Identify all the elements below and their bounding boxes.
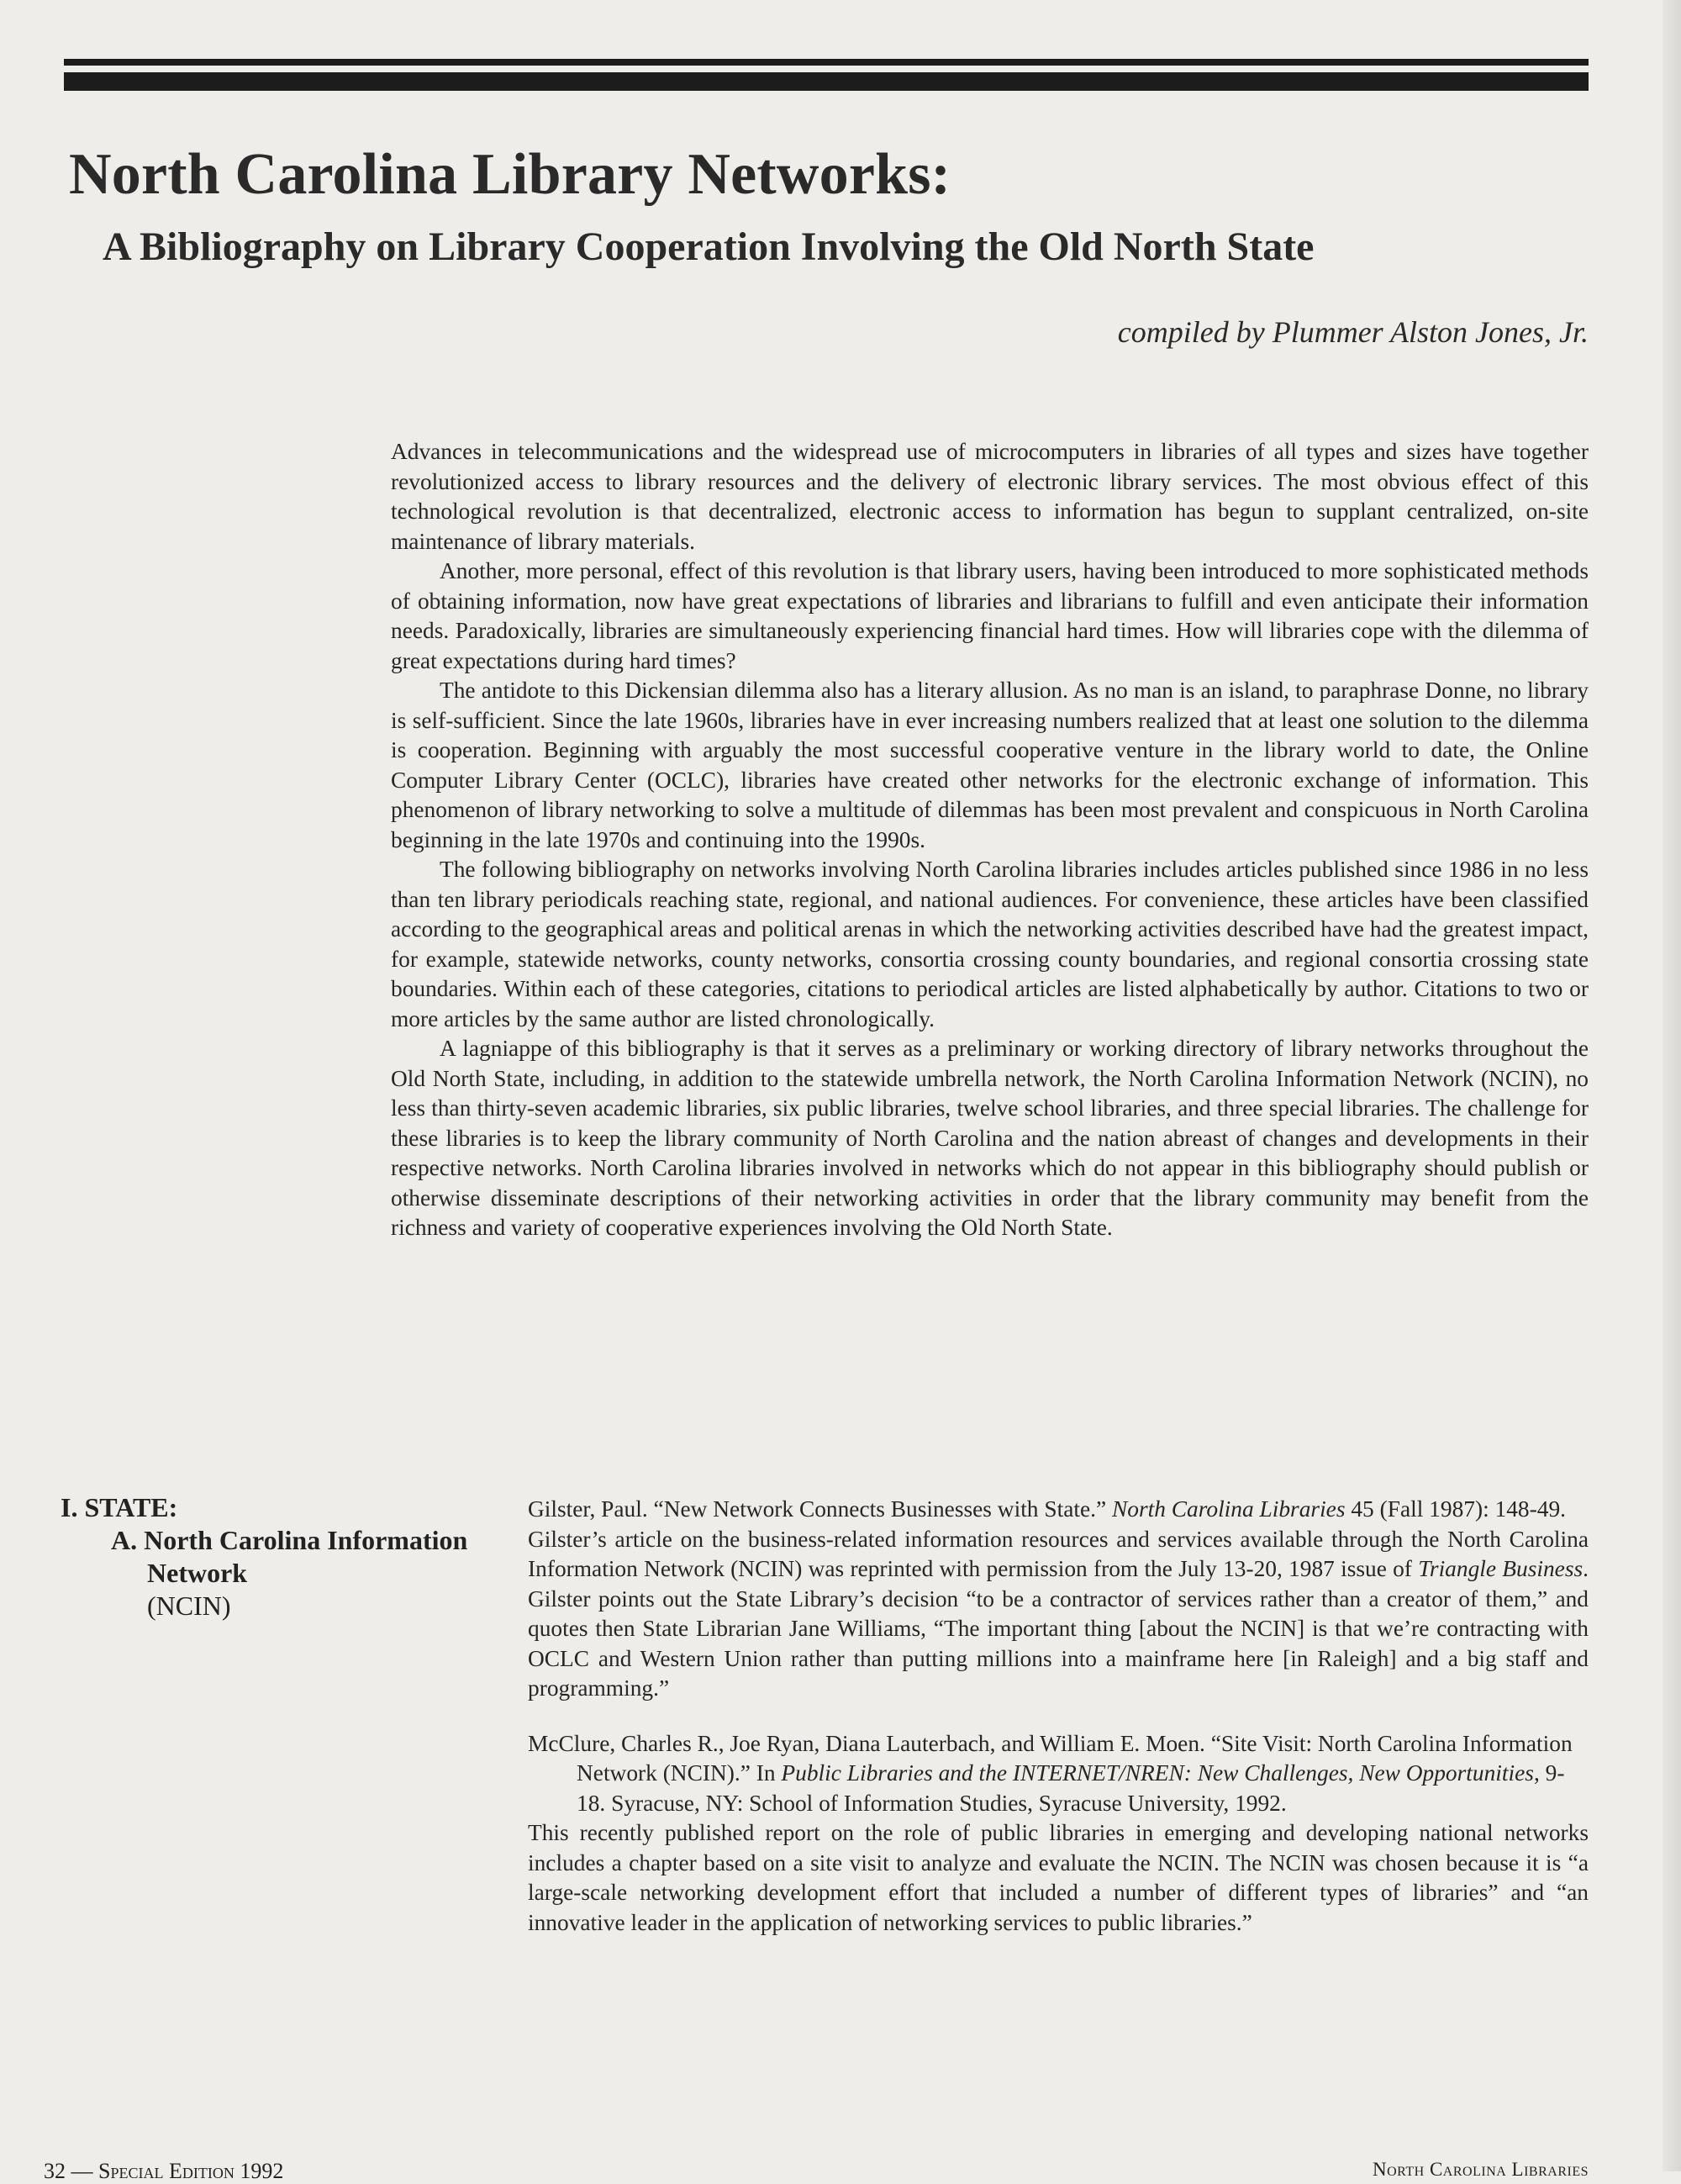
introduction [391, 437, 1589, 1243]
bibliography-entry [528, 1495, 1589, 1704]
citation-text: McClure, Charles R., Joe Ryan, Diana Lauterbach, and William E. Moen. “Site Visit: North Carolina Information Network (NCIN).” In [528, 1730, 1573, 1786]
intro-paragraph: A lagniappe of this bibliography is that it serves as a preliminary or working directory of library networks throughout the Old North State, including, in addition to the statewide umbrella network, the North Carolina Information Network (NCIN), no less than thirty-seven academic libraries, six public libraries, twelve school libraries, and three special libraries. The challenge for these libraries is to keep the library community of North Carolina and the nation abreast of changes and developments in their respective networks. North Carolina libraries involved in networks which do not appear in this bibliography should publish or otherwise disseminate descriptions of their networking activities in order that the library community may benefit from the richness and variety of cooperative experiences involving the Old North State. [391, 1036, 1589, 1240]
footer-separator: — [66, 2159, 98, 2183]
section-heading-state: I. STATE: [61, 1492, 178, 1522]
article-subtitle: A Bibliography on Library Cooperation Involving the Old North State [103, 224, 1315, 269]
annotation-text: . Gilster points out the State Library’s decision “to be a contractor of services rather than a creator of them,” and quotes then State Librarian Jane Williams, “The important thing [about the NCIN] is that we’re contracting with OCLC and Western Union rather than putting millions into a mainframe here [in Raleigh] and a big staff and programming.” [528, 1556, 1589, 1701]
intro-paragraph: The antidote to this Dickensian dilemma also has a literary allusion. As no man is an island, to paraphrase Donne, no library is self-sufficient. Since the late 1960s, libraries have in ever increasing numbers realized that at least one solution to the dilemma is cooperation. Beginning with arguably the most successful cooperative venture in the library world to date, the Online Computer Library Center (OCLC), libraries have created other networks for the electronic exchange of information. This phenomenon of library networking to solve a multitude of dilemmas has been most prevalent and conspicuous in North Carolina beginning in the late 1970s and continuing into the 1990s. [391, 678, 1589, 852]
intro-paragraph: Another, more personal, effect of this revolution is that library users, having been introduced to more sophisticated methods of obtaining information, now have great expectations of libraries and librarians to fulfill and even anticipate their information needs. Paradoxically, libraries are simultaneously experiencing financial hard times. How will libraries cope with the dilemma of great expectations during hard times? [391, 558, 1589, 673]
annotation-text: Gilster’s article on the business-related information resources and services available through the North Carolina Information Network (NCIN) was reprinted with permission from the July 13-20, 1987 issue of [528, 1526, 1589, 1581]
page-number: 32 [44, 2159, 66, 2183]
citation-text: 45 (Fall 1987): 148-49. [1345, 1496, 1566, 1522]
citation-text: Gilster, Paul. “New Network Connects Businesses with State.” [528, 1496, 1112, 1522]
header-rule-thin [64, 59, 1589, 66]
citation-book: Public Libraries and the INTERNET/NREN: New Challenges, New Opportunities [781, 1760, 1534, 1786]
footer-journal-name: North Carolina Libraries [1373, 2159, 1589, 2180]
header-rule-thick [64, 72, 1589, 91]
footer-page-info [44, 2159, 283, 2184]
section-heading-abbrev: (NCIN) [147, 1591, 231, 1621]
annotation-source: Triangle Business [1418, 1556, 1584, 1581]
section-heading-ncin: A. North Carolina Information Network [111, 1525, 468, 1588]
citation-journal: North Carolina Libraries [1111, 1496, 1346, 1522]
annotation: This recently published report on the role of public libraries in emerging and developing national networks includes a chapter based on a site visit to analyze and evaluate the NCIN. The NCIN was chosen because it is “a large-scale networking development effort that included a number of different types of libraries” and “an innovative leader in the application of networking services to public libraries.” [528, 1820, 1589, 1935]
page-edge-shadow [1663, 0, 1681, 2171]
intro-paragraph: The following bibliography on networks involving North Carolina libraries includes articles published since 1986 in no less than ten library periodicals reaching state, regional, and national audiences. For convenience, these articles have been classified according to the geographical areas and political arenas in which the networking activities described have had the greatest impact, for example, statewide networks, county networks, consortia crossing county boundaries, and regional consortia crossing state boundaries. Within each of these categories, citations to periodical articles are listed alphabetically by author. Citations to two or more articles by the same author are listed chronologically. [391, 857, 1589, 1031]
annotation [528, 1525, 1589, 1704]
article-title: North Carolina Library Networks: [69, 142, 951, 207]
intro-paragraph: Advances in telecommunications and the widespread use of microcomputers in libraries of all types and sizes have together revolutionized access to library resources and the delivery of electronic library services. The most obvious effect of this technological revolution is that decentralized, electronic access to information has begun to supplant centralized, on-site maintenance of library materials. [391, 439, 1589, 554]
bibliography-entry [528, 1729, 1589, 1939]
section-heading [61, 1491, 498, 1622]
edition-label: Special Edition 1992 [98, 2159, 284, 2183]
author-byline: compiled by Plummer Alston Jones, Jr. [1117, 315, 1589, 349]
citation [528, 1729, 1589, 1819]
citation-text: , 9-18. Syracuse, NY: School of Information Studies, Syracuse University, 1992. [577, 1760, 1565, 1816]
citation [528, 1495, 1589, 1525]
bibliography-entries [528, 1495, 1589, 1963]
